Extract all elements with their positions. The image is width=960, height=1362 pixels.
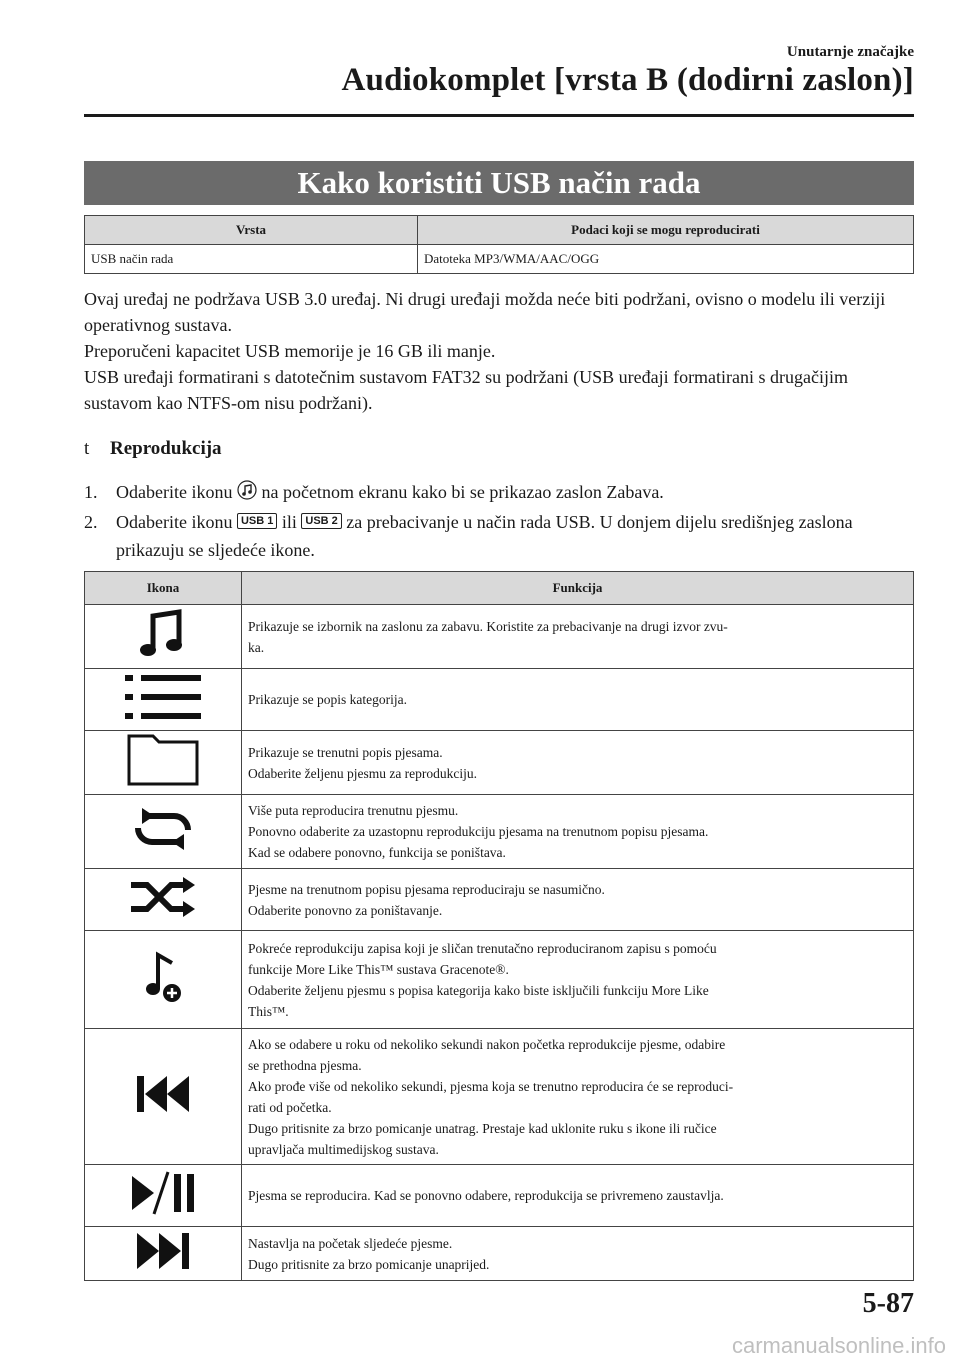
function-description-line: Pokreće reprodukciju zapisa koji je sličan trenutačno reproduciranom zapisu s pomoću <box>248 940 717 956</box>
data-type-table <box>84 215 914 274</box>
repeat-icon <box>128 806 198 852</box>
function-description-line: Kad se odabere ponovno, funkcija se poništava. <box>248 845 506 860</box>
table-row <box>85 669 914 731</box>
step-text: za prebacivanje u način rada USB. U donjem dijelu središnjeg zaslona prikazuju se sljedeće ikone. <box>116 512 853 560</box>
function-description-line: upravljača multimedijskog sustava. <box>248 1141 439 1157</box>
function-description-line: Pjesma se reproducira. Kad se ponovno odabere, reprodukcija se privremeno zaustavlja. <box>248 1188 724 1203</box>
function-description-line: Ponovno odaberite za uzastopnu reprodukciju pjesama na trenutnom popisu pjesama. <box>248 824 709 839</box>
step-text: na početnom ekranu kako bi se prikazao zaslon Zabava. <box>261 482 664 502</box>
steps-list <box>84 478 914 564</box>
function-description-line: Odaberite željenu pjesmu za reprodukciju. <box>248 765 478 781</box>
previous-track-icon <box>133 1072 193 1116</box>
table-row <box>85 869 914 931</box>
function-description-line: Ako prođe više od nekoliko sekundi, pjesma koja se trenutno reproducira će se reproduci- <box>248 1078 734 1094</box>
function-description-line: Dugo pritisnite za brzo pomicanje unatrag. Prestaje kad uklonite ruku s ikone ili ručice <box>248 1120 717 1136</box>
icon-function-table <box>84 571 914 1281</box>
intro-paragraphs <box>84 286 914 416</box>
function-description-line: Ako se odabere u roku od nekoliko sekundi nakon početka reprodukcije pjesme, odabire <box>248 1036 726 1052</box>
table-header-data: Podaci koji se mogu reproducirati <box>418 216 914 245</box>
paragraph: USB uređaji formatirani s datotečnim sustavom FAT32 su podržani (USB uređaji formatirani s drugačijim sustavom kao NTFS-om nisu podržani). <box>84 367 849 413</box>
function-description-line: Pjesme na trenutnom popisu pjesama reproduciraju se nasumično. <box>248 881 605 897</box>
paragraph: Preporučeni kapacitet USB memorije je 16 GB ili manje. <box>84 341 496 361</box>
function-description-line: Odaberite željenu pjesmu s popisa kategorija kako biste isključili funkciju More Like <box>248 982 709 998</box>
table-cell-type: USB način rada <box>85 245 418 274</box>
subheading-reprodukcija <box>84 438 222 460</box>
bullet-glyph: t <box>84 438 90 459</box>
step-number: 1. <box>84 482 98 502</box>
step-1 <box>84 478 914 508</box>
function-description-line: Prikazuje se popis kategorija. <box>248 692 407 707</box>
usb1-icon: USB 1 <box>237 513 277 529</box>
table-row <box>85 1165 914 1227</box>
table-cell-data: Datoteka MP3/WMA/AAC/OGG <box>418 245 914 274</box>
function-description-line: This™. <box>248 1003 289 1019</box>
step-number: 2. <box>84 512 98 532</box>
table-header-icon: Ikona <box>85 572 242 605</box>
header-section-label: Unutarnje značajke <box>786 44 914 60</box>
function-description-line: se prethodna pjesma. <box>248 1057 362 1073</box>
function-description-line: funkcije More Like This™ sustava Gracenote®. <box>248 961 509 977</box>
page-number: 5-87 <box>862 1288 914 1319</box>
page-header-title: Audiokomplet [vrsta B (dodirni zaslon)] <box>341 62 914 98</box>
more-like-this-icon <box>138 949 188 1005</box>
entertainment-music-icon <box>237 480 257 508</box>
header-divider <box>84 114 914 117</box>
function-description-line: Nastavlja na početak sljedeće pjesme. <box>248 1235 453 1251</box>
function-description-line: Dugo pritisnite za brzo pomicanje unaprijed. <box>248 1256 490 1272</box>
function-description-line: rati od početka. <box>248 1099 332 1115</box>
step-2 <box>84 508 914 564</box>
shuffle-icon <box>127 875 199 919</box>
watermark: carmanualsonline.info <box>731 1333 946 1358</box>
step-text: Odaberite ikonu <box>116 512 233 532</box>
step-text: Odaberite ikonu <box>116 482 233 502</box>
section-title: Kako koristiti USB način rada <box>84 161 914 205</box>
table-row <box>85 1227 914 1281</box>
function-description-line: Prikazuje se izbornik na zaslonu za zabavu. Koristite za prebacivanje na drugi izvor zvu- <box>248 618 728 634</box>
function-description-line: Odaberite ponovno za poništavanje. <box>248 902 443 918</box>
usb2-icon: USB 2 <box>301 513 341 529</box>
table-row <box>85 605 914 669</box>
table-row <box>85 731 914 795</box>
table-row <box>85 245 914 274</box>
step-text: ili <box>281 512 297 532</box>
music-note-icon <box>133 608 193 660</box>
table-row <box>85 795 914 869</box>
list-icon <box>123 671 203 723</box>
folder-icon <box>127 734 199 786</box>
table-row <box>85 931 914 1029</box>
function-description-line: Prikazuje se trenutni popis pjesama. <box>248 744 443 760</box>
function-description-line: Više puta reproducira trenutnu pjesmu. <box>248 803 459 818</box>
paragraph: Ovaj uređaj ne podržava USB 3.0 uređaj. Ni drugi uređaji možda neće biti podržani, ovisno o modelu ili verziji operativnog sustava. <box>84 289 886 335</box>
table-header-function: Funkcija <box>242 572 914 605</box>
table-row <box>85 1029 914 1165</box>
function-description-line: ka. <box>248 639 265 655</box>
play-pause-icon <box>128 1170 198 1216</box>
next-track-icon <box>133 1229 193 1273</box>
table-header-type: Vrsta <box>85 216 418 245</box>
subheading-text: Reprodukcija <box>110 438 222 459</box>
